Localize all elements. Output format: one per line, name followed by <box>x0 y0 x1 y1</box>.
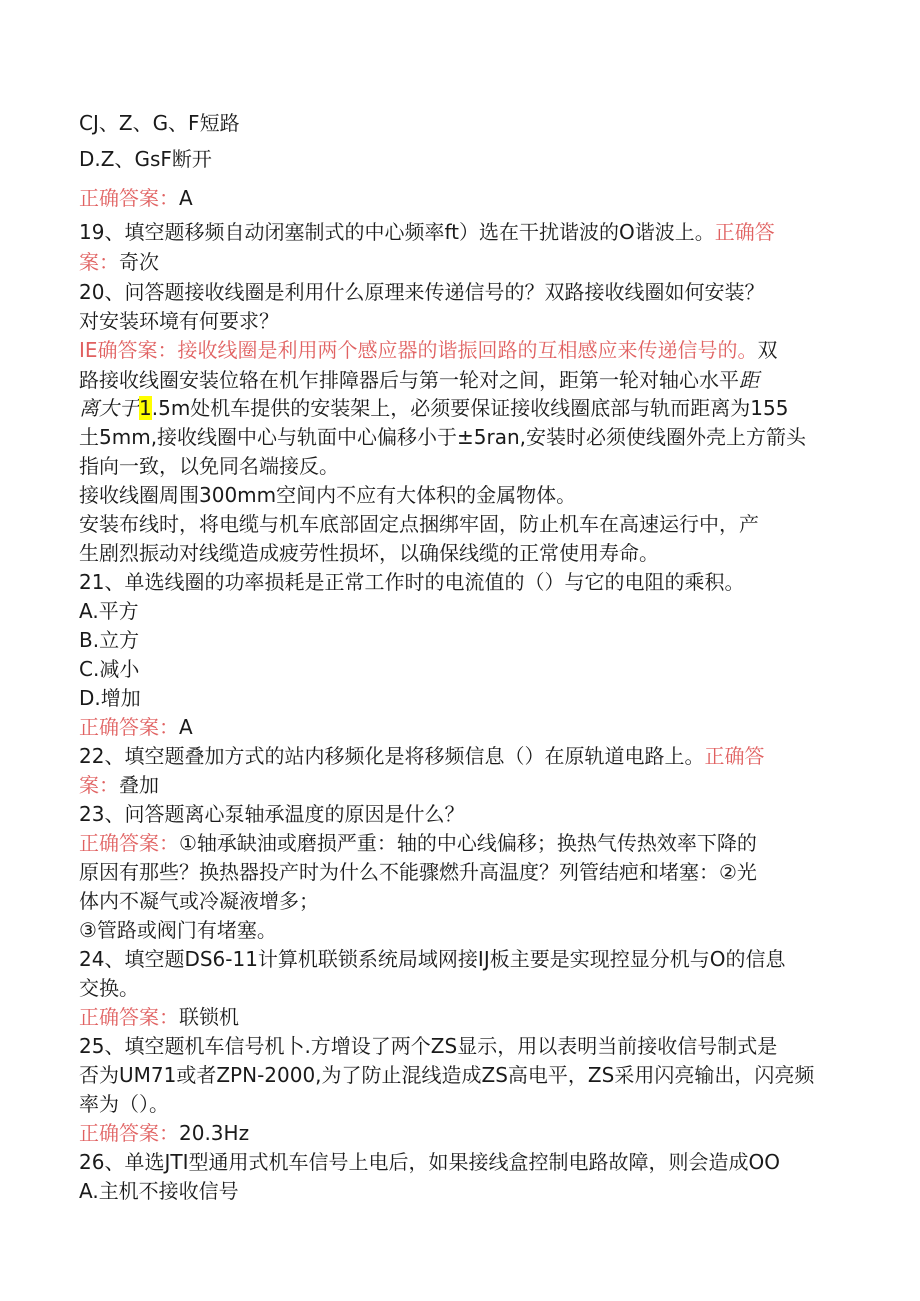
question-25-line3: 率为（）。 <box>79 1092 169 1116</box>
answer-24-line: 正确答案：联锁机 <box>79 1005 239 1029</box>
answer-23-line2: 原因有那些？换热器投产时为什么不能骤燃升高温度？列管结疤和堵塞：②光 <box>79 860 757 884</box>
answer-20-line3: 离大于1.5m处机车提供的安装架上，必须要保证接收线圈底部与轨而距离为155 <box>79 396 789 420</box>
answer-23-line4: ③管路或阀门有堵塞。 <box>79 918 277 942</box>
option-d-line: D.Z、GsF断开 <box>79 147 212 171</box>
option-21-c: C.减小 <box>79 657 140 681</box>
answer-23-line1: 正确答案：①轴承缺油或磨损严重：轴的中心线偏移；换热气传热效率下降的 <box>79 831 757 855</box>
answer-20-line6: 接收线圈周围300mm空间内不应有大体积的金属物体。 <box>79 483 577 507</box>
option-21-d: D.增加 <box>79 686 141 710</box>
question-24-line1: 24、填空题DS6-11计算机联锁系统局域网接IJ板主要是实现控显分机与O的信息 <box>79 947 786 971</box>
answer-18-line: 正确答案：A <box>79 186 193 210</box>
answer-20-line1: IE确答案：接收线圈是利用两个感应器的谐振回路的互相感应来传递信号的。双 <box>79 338 778 362</box>
answer-20-line4: 土5mm,接收线圈中心与轨面中心偏移小于±5ran,安装时必须使线圈外壳上方箭头 <box>79 425 807 449</box>
question-25-line2: 否为UM71或者ZPN-2000,为了防止混线造成ZS高电平，ZS采用闪亮输出，闪亮频 <box>79 1063 815 1087</box>
question-20-line1: 20、问答题接收线圈是利用什么原理来传递信号的？双路接收线圈如何安装？ <box>79 280 765 304</box>
question-21: 21、单选线圈的功率损耗是正常工作时的电流值的（）与它的电阻的乘积。 <box>79 570 745 594</box>
option-21-a: A.平方 <box>79 599 139 623</box>
question-22-line2: 案：叠加 <box>79 773 159 797</box>
option-21-b: B.立方 <box>79 628 140 652</box>
question-24-line2: 交换。 <box>79 976 139 1000</box>
answer-20-line2: 路接收线圈安装位辂在机乍排障器后与第一轮对之间，距第一轮对轴心水平距 <box>79 368 759 392</box>
question-19-line2: 案：奇次 <box>79 250 159 274</box>
answer-25-line: 正确答案：20.3Hz <box>79 1121 250 1145</box>
answer-21-line: 正确答案：A <box>79 715 193 739</box>
question-25-line1: 25、填空题机车信号机卜.方增设了两个ZS显示，用以表明当前接收信号制式是 <box>79 1034 778 1058</box>
answer-23-line3: 体内不凝气或冷凝液增多； <box>79 889 319 913</box>
question-20-line2: 对安装环境有何要求？ <box>79 309 279 333</box>
question-19-line1: 19、填空题移频自动闭塞制式的中心频率ft）选在干扰谐波的O谐波上。正确答 <box>79 220 775 244</box>
answer-20-line5: 指向一致，以免同名端接反。 <box>79 454 339 478</box>
question-26: 26、单选JTI型通用式机车信号上电后，如果接线盒控制电路故障，则会造成OO <box>79 1150 780 1174</box>
option-26-a: A.主机不接收信号 <box>79 1179 239 1203</box>
answer-20-line8: 生剧烈振动对线缆造成疲劳性损坏，以确保线缆的正常使用寿命。 <box>79 541 659 565</box>
option-c-line: CJ、Z、G、F短路 <box>79 111 240 135</box>
question-22-line1: 22、填空题叠加方式的站内移频化是将移频信息（）在原轨道电路上。正确答 <box>79 744 765 768</box>
answer-20-line7: 安装布线时，将电缆与机车底部固定点捆绑牢固，防止机车在高速运行中，产 <box>79 512 759 536</box>
question-23: 23、问答题离心泵轴承温度的原因是什么？ <box>79 802 465 826</box>
